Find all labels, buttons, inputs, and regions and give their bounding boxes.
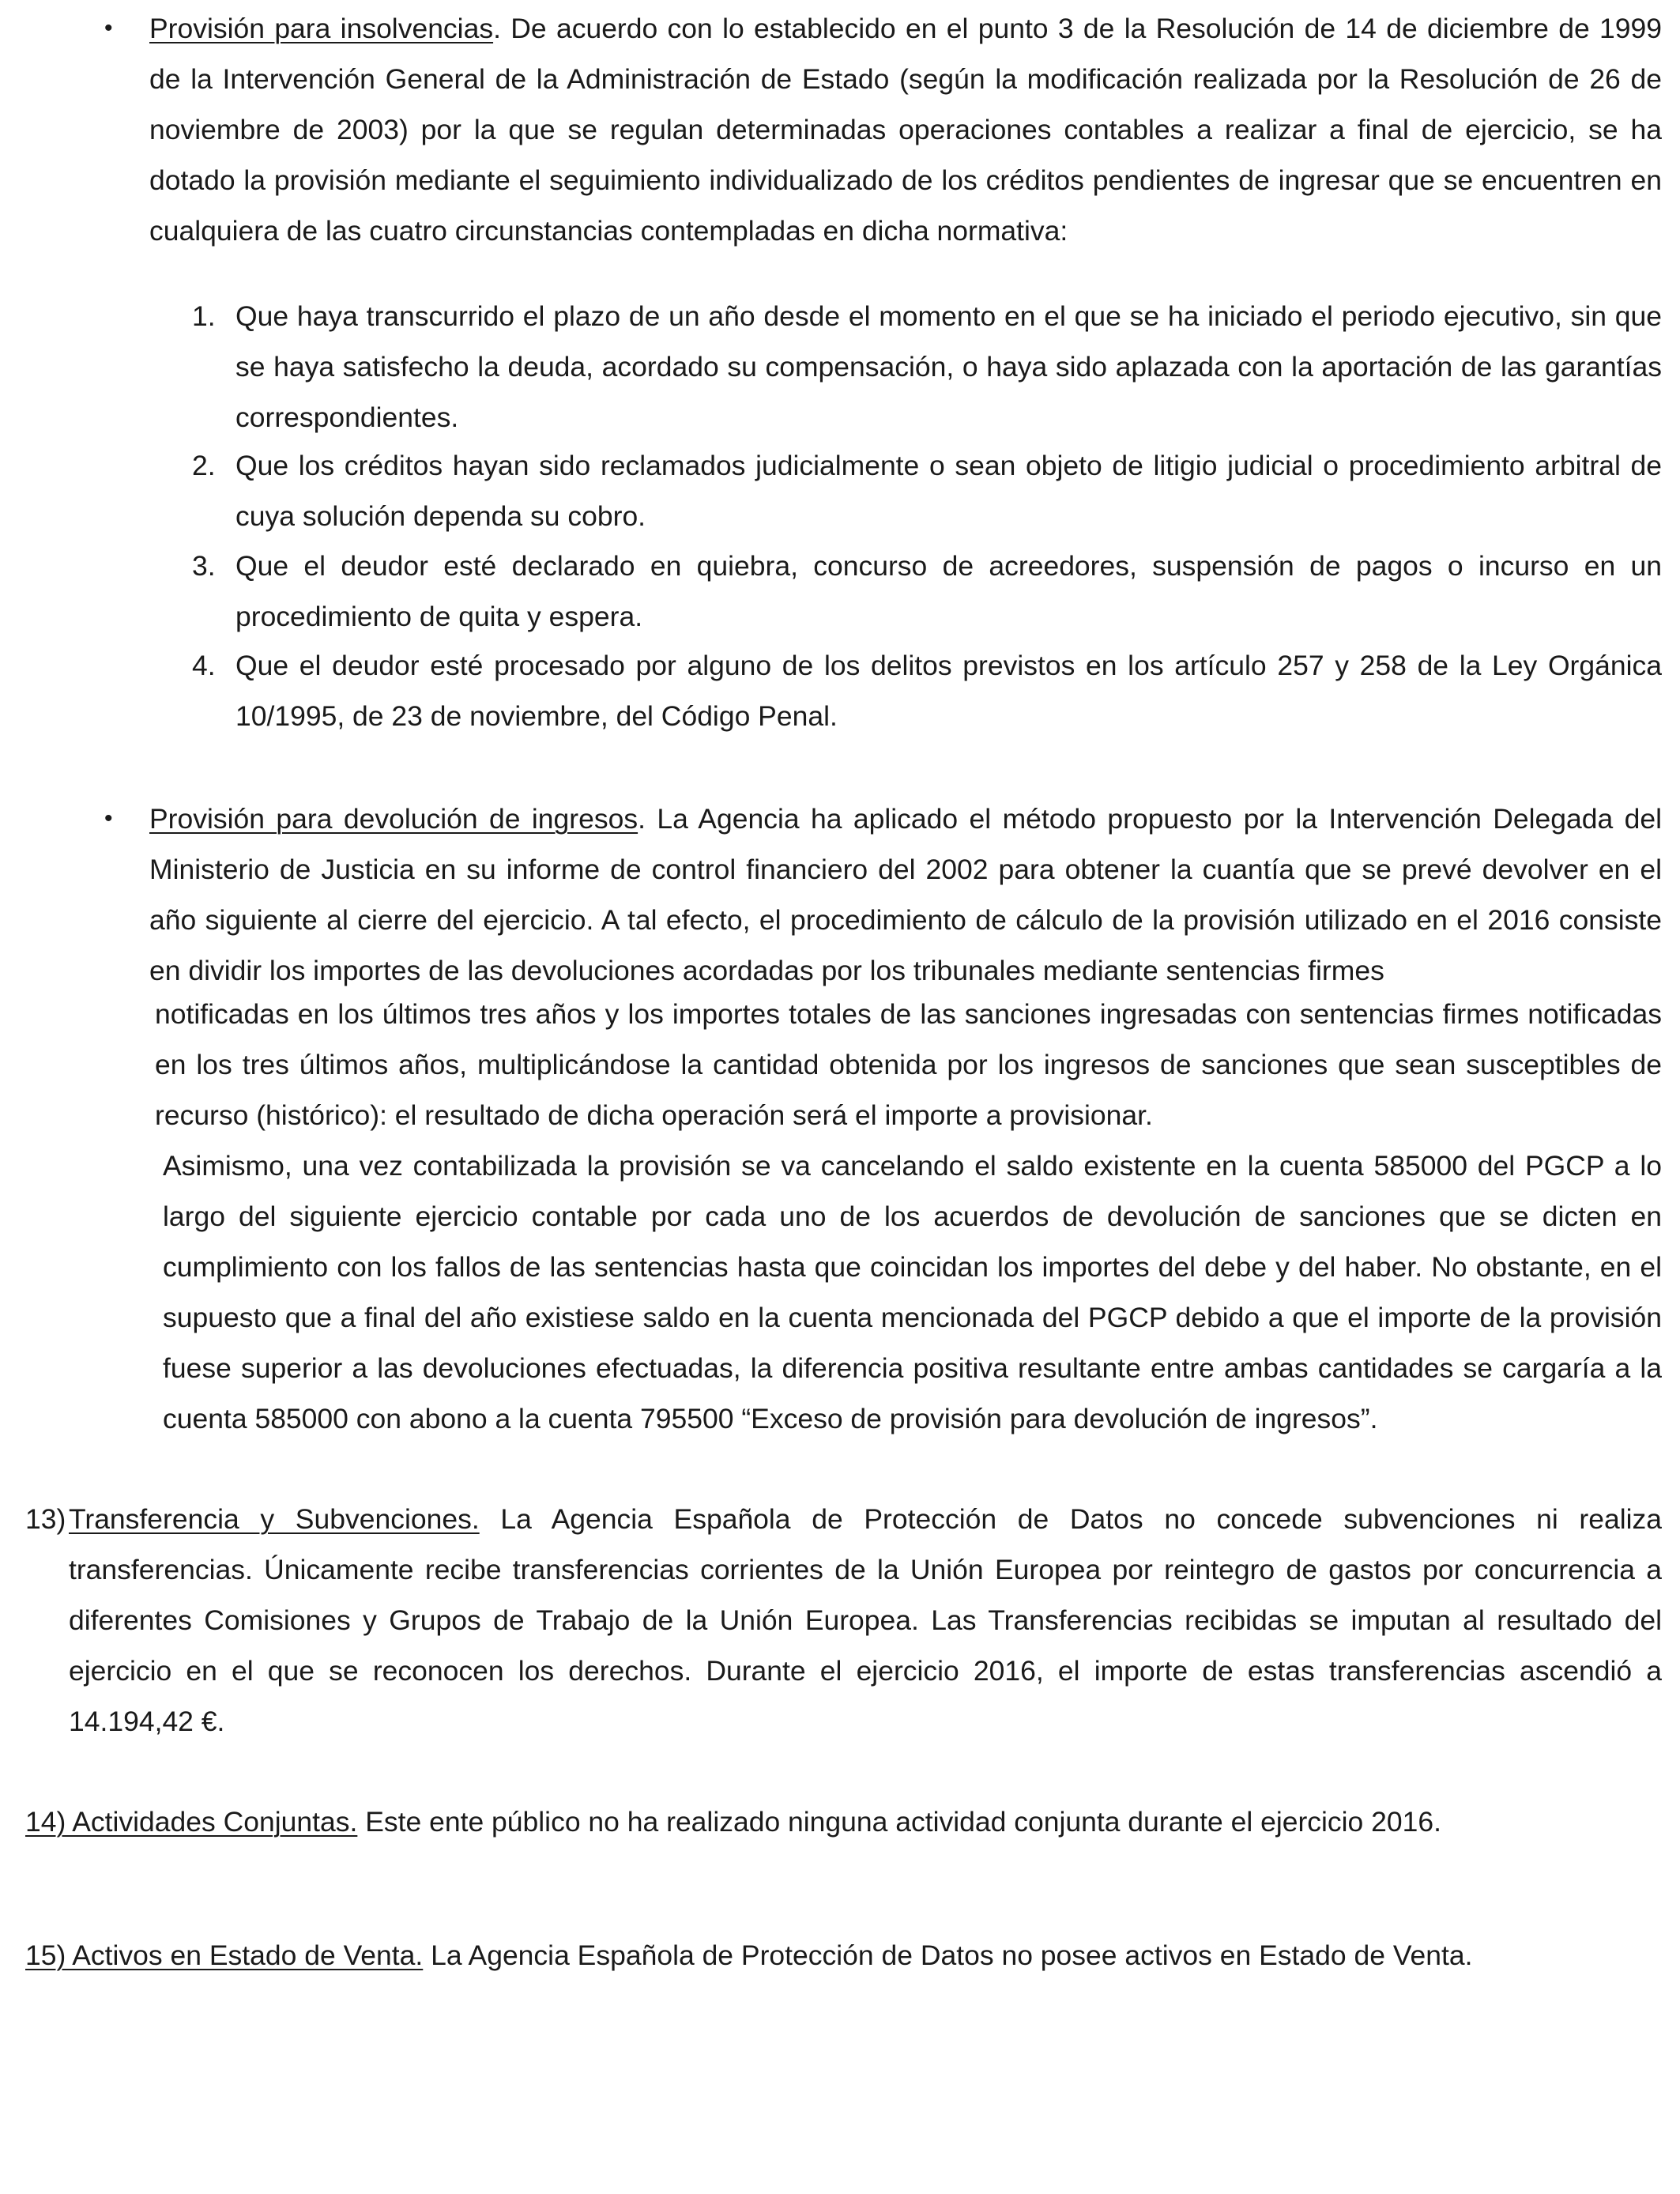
section-14-heading: 14) Actividades Conjuntas. <box>25 1806 358 1838</box>
list-number: 3. <box>192 550 216 582</box>
list-item: Que los créditos hayan sido reclamados judicialmente o sean objeto de litigio judicial o procedimiento arbitral de cuya solución dependa su cobro. <box>235 450 1662 532</box>
devolucion-text: . La Agencia ha aplicado el método propuesto por la Intervención Delegada del Ministerio de Justicia en su informe de control financiero del 2002 para obtener la cuantía que se prevé devolver en el año siguiente al cierre del ejercicio. A tal efecto, el procedimiento de cálculo de la provisión utilizado en el 2016 consiste en dividir los importes de las devoluciones acordadas por los tribunales mediante sentencias firmes <box>149 803 1662 986</box>
list-number: 4. <box>192 650 216 681</box>
section-15-heading: 15) Activos en Estado de Venta. <box>25 1940 424 1971</box>
section-14-paragraph <box>25 1796 1662 1847</box>
devolucion-paragraph-asimismo: Asimismo, una vez contabilizada la provisión se va cancelando el saldo existente en la cuenta 585000 del PGCP a lo largo del siguiente ejercicio contable por cada uno de los acuerdos de devolución de sanciones que se dicten en cumplimiento con los fallos de las sentencias hasta que coincidan los importes del debe y del haber. No obstante, en el supuesto que a final del año existiese saldo en la cuenta mencionada del PGCP debido a que el importe de la provisión fuese superior a las devoluciones efectuadas, la diferencia positiva resultante entre ambas cantidades se cargaría a la cuenta 585000 con abono a la cuenta 795500 “Exceso de provisión para devolución de ingresos”. <box>163 1150 1662 1434</box>
devolucion-paragraph-cont: notificadas en los últimos tres años y los importes totales de las sanciones ingresadas con sentencias firmes notificadas en los tres últimos años, multiplicándose la cantidad obtenida por los ingresos de sanciones que sean susceptibles de recurso (histórico): el resultado de dicha operación será el importe a provisionar. <box>155 998 1662 1131</box>
devolucion-paragraph <box>149 794 1662 996</box>
insolvencias-paragraph <box>149 3 1662 256</box>
section-13-number: 13) <box>25 1503 66 1535</box>
bullet-marker: • <box>104 805 113 831</box>
insolvencias-heading: Provisión para insolvencias <box>149 13 494 44</box>
list-number: 1. <box>192 300 216 332</box>
section-13-paragraph <box>69 1494 1662 1747</box>
list-item: Que el deudor esté declarado en quiebra, concurso de acreedores, suspensión de pagos o incurso en un procedimiento de quita y espera. <box>235 550 1662 632</box>
section-15-paragraph <box>25 1930 1662 1981</box>
devolucion-heading: Provisión para devolución de ingresos <box>149 803 638 835</box>
insolvencias-text: . De acuerdo con lo establecido en el punto 3 de la Resolución de 14 de diciembre de 1999 de la Intervención General de la Administración de Estado (según la modificación realizada por la Resolución de 26 de noviembre de 2003) por la que se regulan determinadas operaciones contables a realizar a final de ejercicio, se ha dotado la provisión mediante el seguimiento individualizado de los créditos pendientes de ingresar que se encuentren en cualquiera de las cuatro circunstancias contempladas en dicha normativa: <box>149 13 1662 247</box>
list-item: Que haya transcurrido el plazo de un año desde el momento en el que se ha iniciado el periodo ejecutivo, sin que se haya satisfecho la deuda, acordado su compensación, o haya sido aplazada con la aportación de las garantías correspondientes. <box>235 300 1662 433</box>
list-item: Que el deudor esté procesado por alguno de los delitos previstos en los artículo 257 y 258 de la Ley Orgánica 10/1995, de 23 de noviembre, del Código Penal. <box>235 650 1662 732</box>
section-15-text: La Agencia Española de Protección de Datos no posee activos en Estado de Venta. <box>423 1940 1473 1971</box>
section-13-text: La Agencia Española de Protección de Datos no concede subvenciones ni realiza transferencias. Únicamente recibe transferencias corrientes de la Unión Europea por reintegro de gastos por concurrencia a diferentes Comisiones y Grupos de Trabajo de la Unión Europea. Las Transferencias recibidas se imputan al resultado del ejercicio en el que se reconocen los derechos. Durante el ejercicio 2016, el importe de estas transferencias ascendió a 14.194,42 €. <box>69 1503 1662 1737</box>
list-number: 2. <box>192 450 216 481</box>
bullet-marker: • <box>104 15 113 41</box>
section-14-text: Este ente público no ha realizado ninguna actividad conjunta durante el ejercicio 2016. <box>357 1806 1441 1838</box>
section-13-heading: Transferencia y Subvenciones. <box>69 1503 480 1535</box>
